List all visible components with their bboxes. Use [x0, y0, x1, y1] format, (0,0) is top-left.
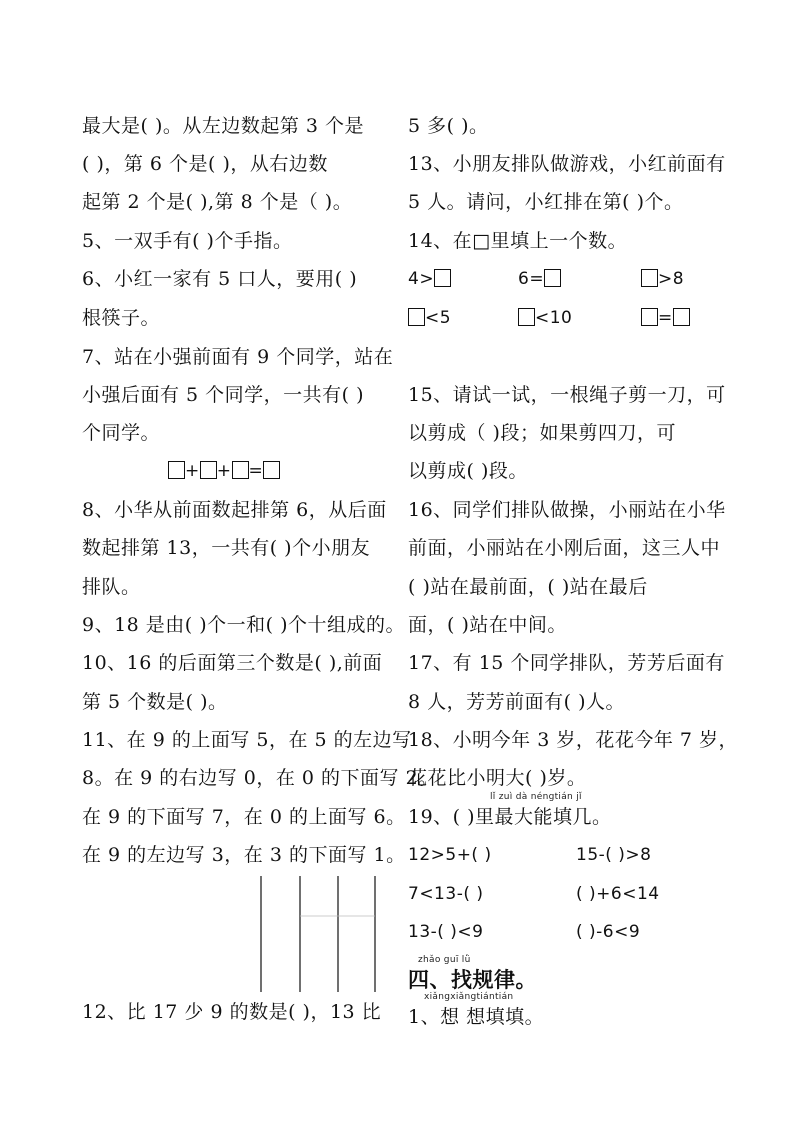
question-14: 14、在□里填上一个数。	[408, 230, 628, 252]
question-12: 12、比 17 少 9 的数是( )，13 比	[82, 1001, 382, 1023]
answer-box[interactable]	[200, 461, 217, 479]
text-line: 在 9 的下面写 7，在 0 的上面写 6。	[82, 806, 406, 828]
answer-box[interactable]	[168, 461, 185, 479]
box-item: <5	[408, 306, 451, 330]
question-16: 16、同学们排队做操，小丽站在小华	[408, 499, 726, 521]
answer-box[interactable]	[518, 308, 535, 326]
text-line: 在 9 的左边写 3，在 3 的下面写 1。	[82, 844, 406, 866]
section-heading: 四、找规律。	[408, 967, 537, 992]
box-item: 6=	[518, 267, 561, 291]
question-11: 11、在 9 的上面写 5，在 5 的左边写	[82, 729, 412, 751]
pinyin-annotation: xiǎngxiǎngtiántián	[424, 992, 514, 1002]
box-item: 4>	[408, 267, 451, 291]
text-line: ( )站在最前面，( )站在最后	[408, 576, 648, 598]
question-19: 19、( )里最大能填几。	[408, 806, 612, 828]
subsection-title: 1、想 想填填。	[408, 1006, 545, 1028]
question-9: 9、18 是由( )个一和( )个十组成的。	[82, 614, 406, 636]
question-18: 18、小明今年 3 岁，花花今年 7 岁，	[408, 729, 739, 751]
text-line: 排队。	[82, 576, 141, 598]
answer-box[interactable]	[641, 308, 658, 326]
text-line: 小强后面有 5 个同学，一共有( )	[82, 384, 365, 406]
text-line: 8。在 9 的右边写 0，在 0 的下面写 2。	[82, 767, 438, 789]
text-line: 5 人。请问，小红排在第( )个。	[408, 191, 684, 213]
text-line: 根筷子。	[82, 307, 161, 329]
pinyin-annotation: lǐ zuì dà néngtián jǐ	[490, 792, 582, 802]
text-line: 面，( )站在中间。	[408, 614, 567, 636]
text-line: 以剪成（ )段；如果剪四刀，可	[408, 422, 676, 444]
answer-box[interactable]	[434, 269, 451, 287]
answer-box[interactable]	[641, 269, 658, 287]
question-17: 17、有 15 个同学排队，芳芳后面有	[408, 652, 725, 674]
answer-box[interactable]	[263, 461, 280, 479]
answer-box[interactable]	[544, 269, 561, 287]
box-equation: + + =	[168, 459, 280, 483]
text-line: 以剪成( )段。	[408, 460, 528, 482]
question-5: 5、一双手有( )个手指。	[82, 230, 293, 252]
text-line: ( )，第 6 个是( )，从右边数	[82, 153, 328, 175]
question-10: 10、16 的后面第三个数是( ),前面	[82, 652, 383, 674]
text-line: 5 多( )。	[408, 115, 489, 137]
question-13: 13、小朋友排队做游戏，小红前面有	[408, 153, 726, 175]
box-item: >8	[641, 267, 684, 291]
question-8: 8、小华从前面数起排第 6，从后面	[82, 499, 387, 521]
text-line: 起第 2 个是( ),第 8 个是（ )。	[82, 191, 353, 213]
answer-box[interactable]	[232, 461, 249, 479]
question-6: 6、小红一家有 5 口人，要用( )	[82, 268, 358, 290]
text-line: 数起排第 13，一共有( )个小朋友	[82, 537, 371, 559]
question-7: 7、站在小强前面有 9 个同学，站在	[82, 346, 394, 368]
box-item: <10	[518, 306, 572, 330]
text-line: 花花比小明大( )岁。	[408, 767, 587, 789]
text-line: 个同学。	[82, 422, 161, 444]
question-15: 15、请试一试，一根绳子剪一刀，可	[408, 384, 726, 406]
answer-box[interactable]	[408, 308, 425, 326]
text-line: 8 人，芳芳前面有( )人。	[408, 691, 625, 713]
abacus-grid-figure	[260, 876, 376, 992]
text-line: 最大是( )。从左边数起第 3 个是	[82, 115, 365, 137]
text-line: 前面，小丽站在小刚后面，这三人中	[408, 537, 721, 559]
answer-box[interactable]	[673, 308, 690, 326]
pinyin-annotation: zhǎo guī lǜ	[418, 955, 471, 965]
text-line: 第 5 个数是( )。	[82, 691, 228, 713]
box-item: =	[641, 306, 690, 330]
